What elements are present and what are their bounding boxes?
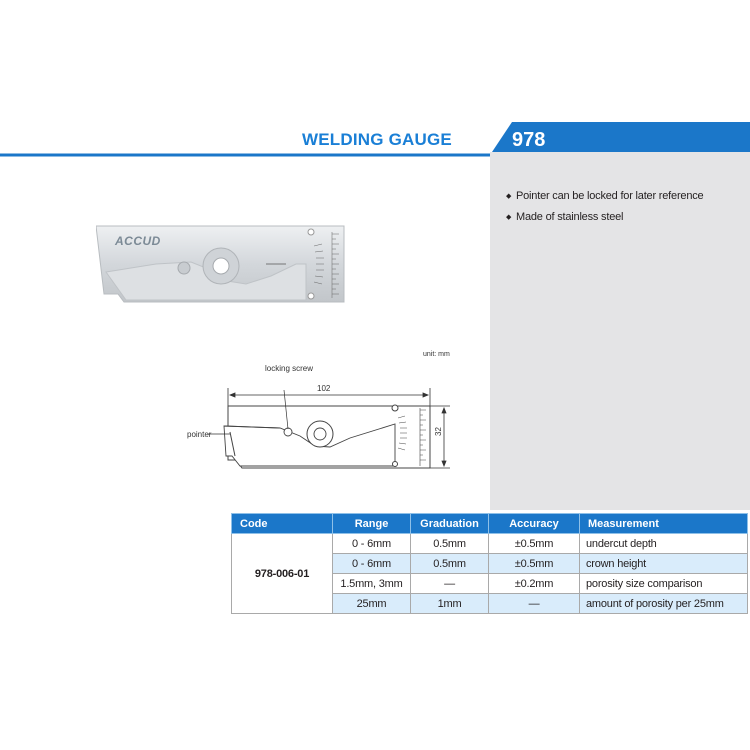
locking-screw-label: locking screw <box>265 364 314 373</box>
range-cell: 25mm <box>333 594 411 614</box>
column-header-accuracy: Accuracy <box>489 514 580 534</box>
feature-item: ◆ Pointer can be locked for later reference <box>506 186 703 207</box>
column-header-code: Code <box>232 514 333 534</box>
column-header-range: Range <box>333 514 411 534</box>
feature-item: ◆ Made of stainless steel <box>506 207 703 228</box>
accuracy-cell: — <box>489 594 580 614</box>
accuracy-cell: ±0.5mm <box>489 554 580 574</box>
technical-drawing <box>180 350 455 480</box>
spec-table <box>231 513 748 614</box>
column-header-graduation: Graduation <box>411 514 489 534</box>
range-cell: 1.5mm, 3mm <box>333 574 411 594</box>
brand-logo: ACCUD <box>115 234 161 248</box>
diamond-bullet-icon: ◆ <box>506 214 512 221</box>
diamond-bullet-icon: ◆ <box>506 193 512 200</box>
table-row <box>232 534 748 554</box>
width-dimension: 102 <box>317 384 331 393</box>
table-header-row <box>232 514 748 534</box>
feature-list <box>506 186 703 228</box>
measurement-cell: crown height <box>580 554 748 574</box>
measurement-cell: undercut depth <box>580 534 748 554</box>
product-code: 978-006-01 <box>232 534 333 614</box>
graduation-cell: 0.5mm <box>411 534 489 554</box>
pointer-label: pointer <box>187 430 212 439</box>
range-cell: 0 - 6mm <box>333 534 411 554</box>
graduation-cell: — <box>411 574 489 594</box>
column-header-measurement: Measurement <box>580 514 748 534</box>
page-title: WELDING GAUGE <box>302 130 452 149</box>
accuracy-cell: ±0.2mm <box>489 574 580 594</box>
accuracy-cell: ±0.5mm <box>489 534 580 554</box>
height-dimension: 32 <box>433 427 443 436</box>
measurement-cell: amount of porosity per 25mm <box>580 594 748 614</box>
model-number: 978 <box>512 129 546 151</box>
unit-label: unit: mm <box>423 351 450 358</box>
graduation-cell: 0.5mm <box>411 554 489 574</box>
range-cell: 0 - 6mm <box>333 554 411 574</box>
graduation-cell: 1mm <box>411 594 489 614</box>
measurement-cell: porosity size comparison <box>580 574 748 594</box>
